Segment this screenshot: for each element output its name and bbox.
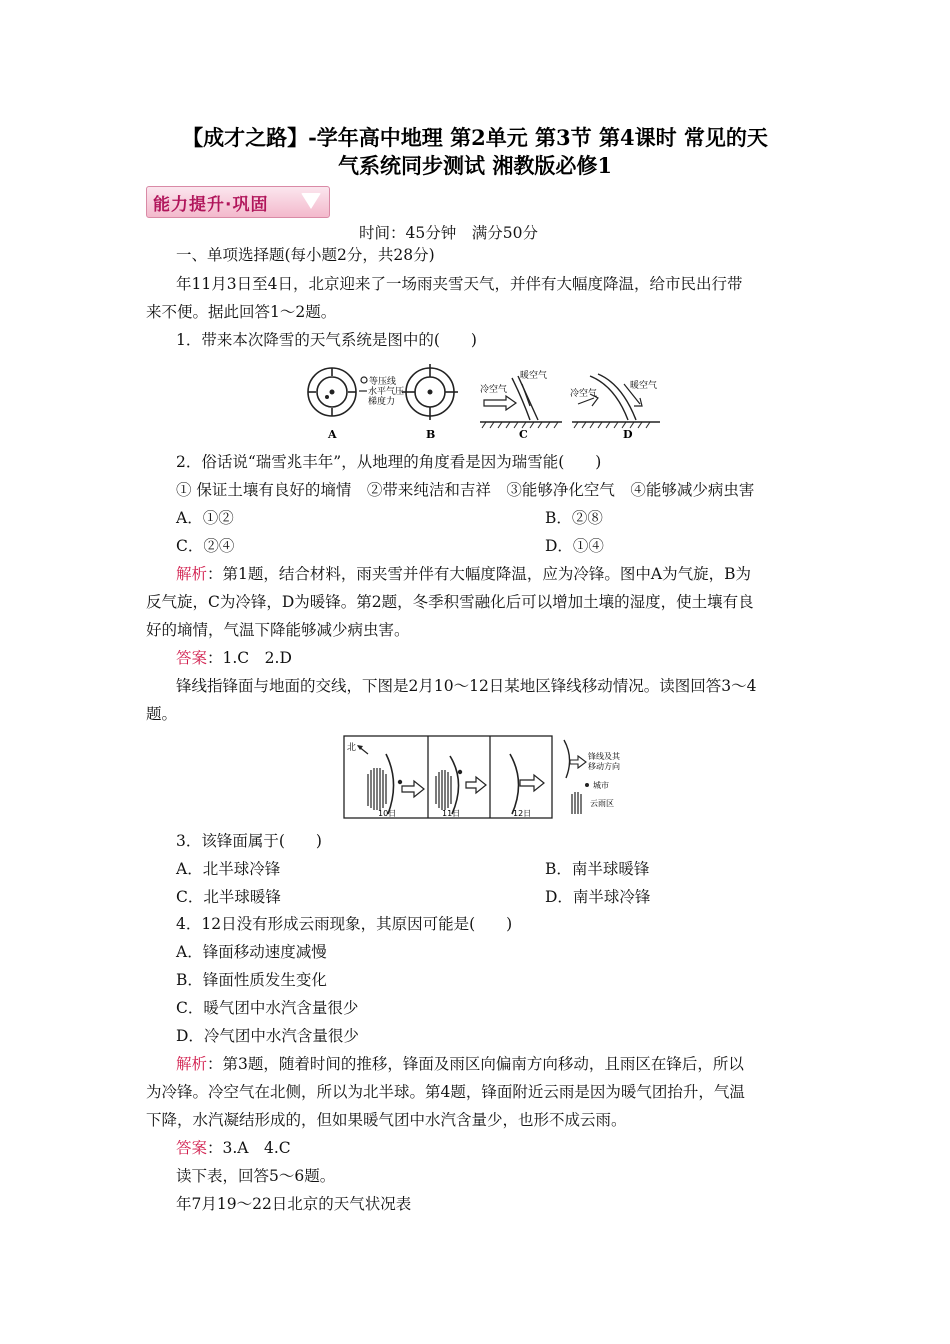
analysis-label-2: 解析 xyxy=(176,1055,208,1073)
analysis-1a: 解析：第1题，结合材料，雨夹雪并伴有大幅度降温，应为冷锋。图中A为气旋，B为 xyxy=(176,565,751,583)
intro-2a: 锋线指锋面与地面的交线，下图是2月10～12日某地区锋线移动情况。读图回答3～4 xyxy=(176,677,757,695)
fig1-label-a: A xyxy=(328,428,337,441)
analysis-1c: 好的墒情，气温下降能够减少病虫害。 xyxy=(146,621,410,639)
q4-option-d: D．冷气团中水汽含量很少 xyxy=(176,1027,359,1045)
legend-isobar: 等压线 xyxy=(369,377,397,387)
d-cold-air: 冷空气 xyxy=(570,389,598,399)
q4-option-c: C．暖气团中水汽含量很少 xyxy=(176,999,359,1017)
legend-front-2: 移动方向 xyxy=(588,762,620,771)
analysis-2b: 为冷锋。冷空气在北侧，所以为北半球。第4题，锋面附近云雨是因为暖气团抬升，气温 xyxy=(146,1083,745,1101)
q4-option-a: A．锋面移动速度减慢 xyxy=(176,943,327,961)
figure-front-movement xyxy=(338,734,630,820)
q2-option-c: C．②④ xyxy=(176,537,235,555)
analysis-2c: 下降，水汽凝结形成的，但如果暖气团中水汽含量少，也形不成云雨。 xyxy=(146,1111,627,1129)
q2-option-a: A．①② xyxy=(176,509,234,527)
intro-1a: 年11月3日至4日，北京迎来了一场雨夹雪天气，并伴有大幅度降温，给市民出行带 xyxy=(176,275,743,293)
answer-2: 答案：3.A 4.C xyxy=(176,1139,291,1157)
answer-1: 答案：1.C 2.D xyxy=(176,649,292,667)
q3-option-c: C．北半球暖锋 xyxy=(176,888,281,906)
fig1-label-d: D xyxy=(623,428,633,441)
day-11: 11日 xyxy=(442,809,461,818)
analysis-label: 解析 xyxy=(176,565,208,583)
day-12: 12日 xyxy=(513,809,532,818)
legend-force-2: 梯度力 xyxy=(368,397,396,407)
fig1-label-b: B xyxy=(426,428,436,441)
question-3: 3．该锋面属于( ) xyxy=(176,832,322,850)
document-title xyxy=(120,124,830,180)
q3-option-a: A．北半球冷锋 xyxy=(176,860,281,878)
section-badge xyxy=(146,186,330,218)
section-heading: 一、单项选择题(每小题2分，共28分) xyxy=(176,246,435,264)
question-4: 4．12日没有形成云雨现象，其原因可能是( ) xyxy=(176,915,513,933)
title-line-1: 【成才之路】-学年高中地理 第2单元 第3节 第4课时 常见的天 xyxy=(182,125,768,150)
q3-option-d: D．南半球冷锋 xyxy=(545,888,651,906)
fig1-label-c: C xyxy=(519,428,528,441)
analysis-2a: 解析：第3题，随着时间的推移，锋面及雨区向偏南方向移动，且雨区在锋后，所以 xyxy=(176,1055,744,1073)
intro-2b: 题。 xyxy=(146,705,178,723)
legend-front-1: 锋线及其 xyxy=(588,752,620,761)
question-2: 2．俗话说“瑞雪兆丰年”，从地理的角度看是因为瑞雪能( ) xyxy=(176,453,602,471)
analysis-1b: 反气旋，C为冷锋，D为暖锋。第2题，冬季积雪融化后可以增加土壤的湿度，使土壤有良 xyxy=(146,593,754,611)
title-line-2: 气系统同步测试 湘教版必修1 xyxy=(338,153,612,178)
question-2-items: ① 保证土壤有良好的墒情 ②带来纯洁和吉祥 ③能够净化空气 ④能够减少病虫害 xyxy=(176,481,755,499)
heart-icon xyxy=(301,193,321,209)
time-info: 时间：45分钟 满分50分 xyxy=(359,224,538,242)
q3-option-b: B．南半球暖锋 xyxy=(545,860,650,878)
d-warm-air: 暖空气 xyxy=(630,381,658,391)
legend-cloud: 云雨区 xyxy=(590,799,614,808)
q2-option-d: D．①④ xyxy=(545,537,604,555)
north-label: 北 xyxy=(347,743,357,753)
question-1: 1．带来本次降雪的天气系统是图中的( ) xyxy=(176,331,477,349)
q2-option-b: B．②⑧ xyxy=(545,509,603,527)
answer-label-2: 答案 xyxy=(176,1139,208,1157)
day-10: 10日 xyxy=(378,809,397,818)
figure-weather-systems xyxy=(300,362,660,444)
answer-label: 答案 xyxy=(176,649,208,667)
intro-1b: 来不便。据此回答1～2题。 xyxy=(146,303,337,321)
c-warm-air: 暖空气 xyxy=(520,371,548,381)
badge-label: 能力提升·巩固 xyxy=(153,195,269,215)
q4-option-b: B．锋面性质发生变化 xyxy=(176,971,327,989)
intro-3: 读下表，回答5～6题。 xyxy=(176,1167,336,1185)
c-cold-air: 冷空气 xyxy=(480,385,508,395)
legend-force-1: 水平气压 xyxy=(368,387,405,397)
legend-city: 城市 xyxy=(593,781,609,790)
table-title: 年7月19～22日北京的天气状况表 xyxy=(176,1195,412,1213)
